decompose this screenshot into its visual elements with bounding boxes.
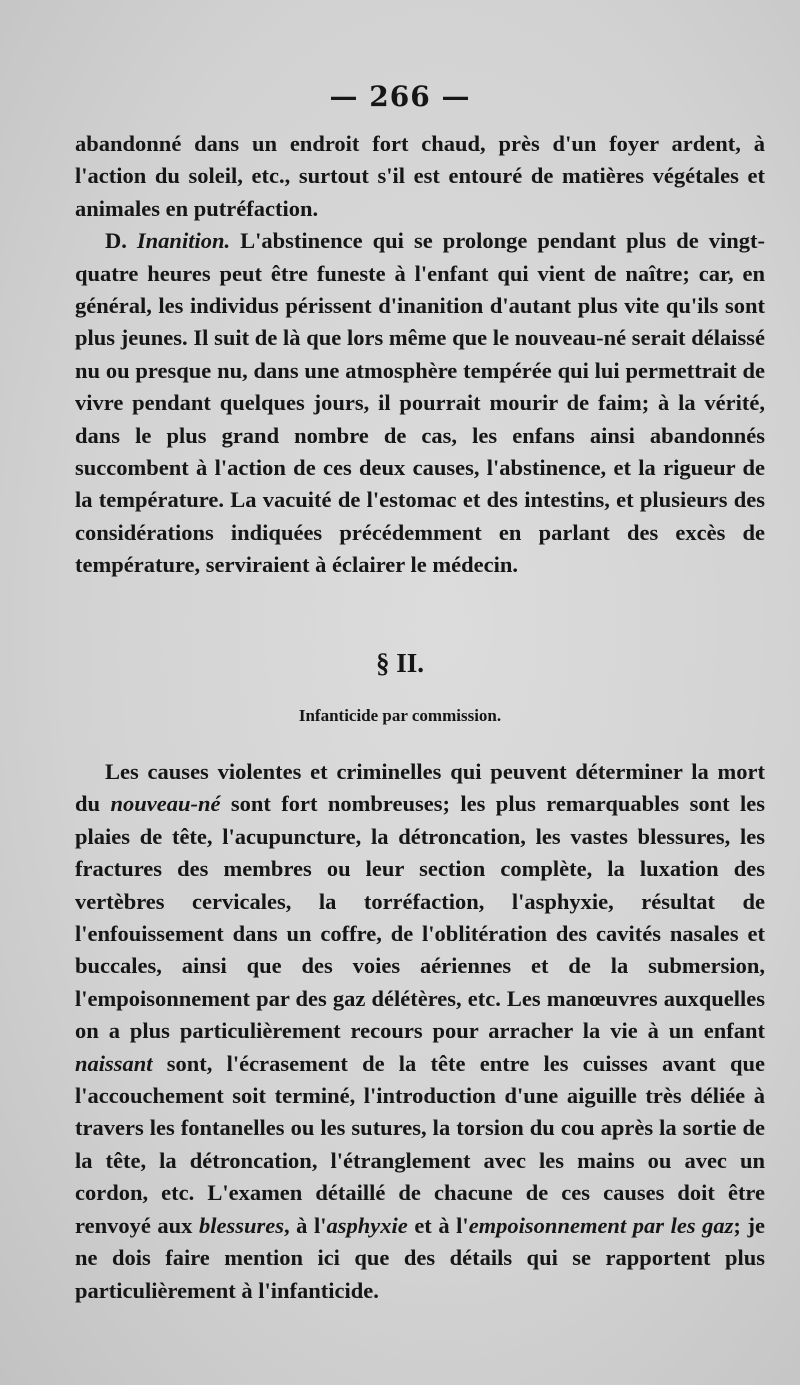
inanition-title: Inanition. [136,228,231,254]
inanition-letter: D. [105,228,127,254]
term-blessures: blessures [198,1212,284,1238]
commission-text-4: , à l' [283,1212,327,1238]
paragraph-commission [75,756,765,1307]
lower-text-block [75,756,765,1307]
upper-text-block [75,128,765,582]
commission-text-1: Les causes violentes et criminelles qui peuvent déterminer la mort du [75,759,765,817]
paragraph-inanition [75,225,765,581]
term-asphyxie: asphyxie [326,1212,408,1238]
commission-text-3: sont, l'écrasement de la tête entre les cuisses avant que l'accouchement soit terminé, l'introduction d'une aiguille très déliée à travers les fontanelles ou les sutures, la torsion du cou après la sortie de la tête, la détroncation, l'étranglement avec les mains ou avec un cordon, etc. L'examen détaillé de chacune de ces causes doit être renvoyé aux [75,1050,765,1238]
commission-text-6: ; je ne dois faire mention ici que des détails qui se rapportent plus particulièrement à l'infanticide. [75,1212,765,1303]
paragraph-continuation: abandonné dans un endroit fort chaud, près d'un foyer ardent, à l'action du soleil, etc., surtout s'il est entouré de matières végétales et animales en putréfaction. [75,131,765,221]
inanition-text: L'abstinence qui se prolonge pendant plus de vingt-quatre heures peut être funeste à l'enfant qui vient de naître; car, en général, les individus périssent d'inanition d'autant plus vite qu'ils sont plus jeunes. Il suit de là que lors même que le nouveau-né serait délaissé nu ou presque nu, dans une atmosphère tempérée qui lui permettrait de vivre pendant quelques jours, il pourrait mourir de faim; à la vérité, dans le plus grand nombre de cas, les enfans ainsi abandonnés succombent à l'action de ces deux causes, l'abstinence, et la rigueur de la température. La vacuité de l'estomac et des intestins, et plusieurs des considérations indiquées précédemment en parlant des excès de température, serviraient à éclairer le médecin. [75,228,765,578]
term-naissant: naissant [75,1050,153,1076]
commission-text-2: sont fort nombreuses; les plus remarquables sont les plaies de tête, l'acupuncture, la détroncation, les vastes blessures, les fractures des membres ou leur section complète, la luxation des vertèbres cervicales, la torréfaction, l'asphyxie, résultat de l'enfouissement dans un coffre, de l'oblitération des cavités nasales et buccales, ainsi que des voies aériennes et de la submersion, l'empoisonnement par des gaz délétères, etc. Les manœuvres auxquelles on a plus particulièrement recours pour arracher la vie à un enfant [75,791,765,1044]
commission-text-5: et à l' [407,1212,469,1238]
section-title: Infanticide par commission. [298,706,502,725]
term-nouveau-ne: nouveau-né [110,791,221,817]
term-empoisonnement: empoisonnement par les gaz [468,1212,734,1238]
page-number: — 266 — [329,80,471,113]
section-number: § II. [375,648,424,678]
